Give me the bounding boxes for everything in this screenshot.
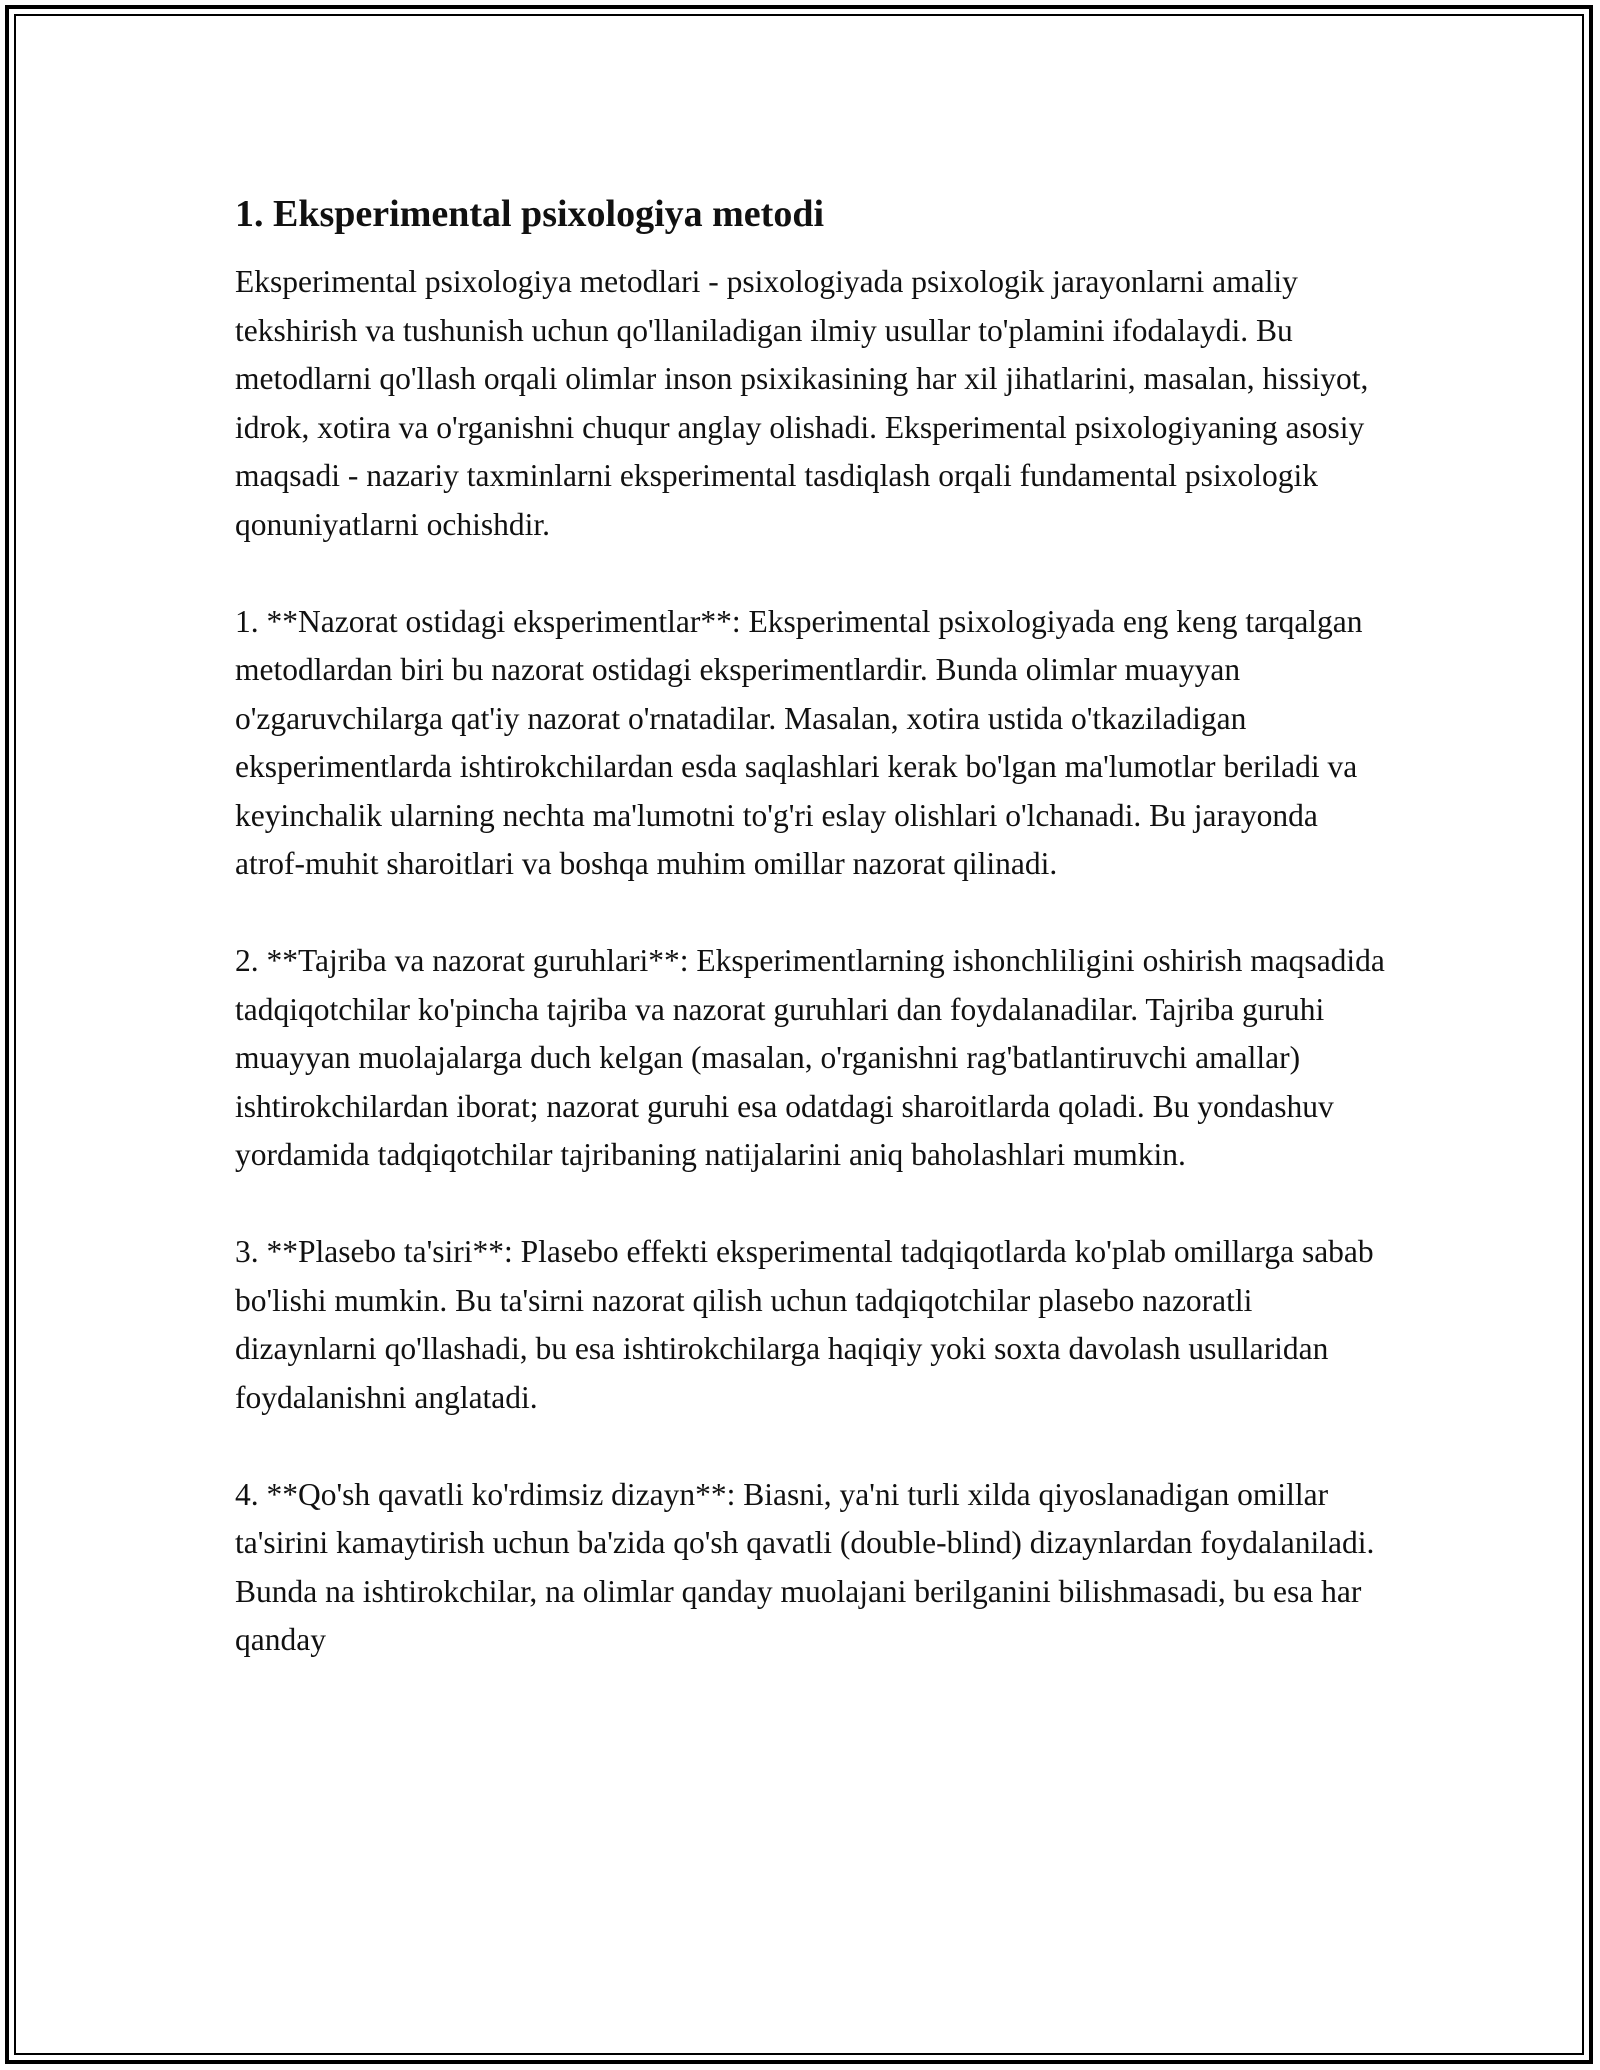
- paragraph-controlled-experiments: 1. **Nazorat ostidagi eksperimentlar**: Eksperimental psixologiyada eng keng tarqalgan metodlardan biri bu nazorat ostidagi eksperimentlardir. Bunda olimlar muayyan o'zgaruvchilarga qat'iy nazorat o'rnatadilar. Masalan, xotira ustida o'tkaziladigan eksperimentlarda ishtirokchilardan esda saqlashlari kerak bo'lgan ma'lumotlar beriladi va keyinchalik ularning nechta ma'lumotni to'g'ri eslay olishlari o'lchanadi. Bu jarayonda atrof-muhit sharoitlari va boshqa muhim omillar nazorat qilinadi.: [235, 603, 1363, 881]
- paragraph-double-blind-design: 4. **Qo'sh qavatli ko'rdimsiz dizayn**: Biasni, ya'ni turli xilda qiyoslanadigan omillar ta'sirini kamaytirish uchun ba'zida qo'sh qavatli (double-blind) dizaynlardan foydalaniladi. Bunda na ishtirokchilar, na olimlar qanday muolajani berilganini bilishmasadi, bu esa har qanday: [235, 1476, 1375, 1657]
- paragraph-experimental-control-groups: 2. **Tajriba va nazorat guruhlari**: Eksperimentlarning ishonchliligini oshirish maqsadida tadqiqotchilar ko'pincha tajriba va nazorat guruhlari dan foydalanadilar. Tajriba guruhi muayyan muolajalarga duch kelgan (masalan, o'rganishni rag'batlantiruvchi amallar) ishtirokchilardan iborat; nazorat guruhi esa odatdagi sharoitlarda qoladi. Bu yondashuv yordamida tadqiqotchilar tajribaning natijalarini aniq baholashlari mumkin.: [235, 943, 1385, 1172]
- intro-paragraph: Eksperimental psixologiya metodlari - psixologiyada psixologik jarayonlarni amaliy tekshirish va tushunish uchun qo'llaniladigan ilmiy usullar to'plamini ifodalaydi. Bu metodlarni qo'llash orqali olimlar inson psixikasining har xil jihatlarini, masalan, hissiyot, idrok, xotira va o'rganishni chuqur anglay olishadi. Eksperimental psixologiyaning asosiy maqsadi - nazariy taxminlarni eksperimental tasdiqlash orqali fundamental psixologik qonuniyatlarni ochishdir.: [235, 264, 1369, 542]
- document-body: [235, 188, 1395, 1713]
- document-title: 1. Eksperimental psixologiya metodi: [235, 193, 825, 235]
- paragraph-placebo-effect: 3. **Plasebo ta'siri**: Plasebo effekti eksperimental tadqiqotlarda ko'plab omillarga sabab bo'lishi mumkin. Bu ta'sirni nazorat qilish uchun tadqiqotchilar plasebo nazoratli dizaynlarni qo'llashadi, bu esa ishtirokchilarga haqiqiy yoki soxta davolash usullaridan foydalanishni anglatadi.: [235, 1234, 1374, 1415]
